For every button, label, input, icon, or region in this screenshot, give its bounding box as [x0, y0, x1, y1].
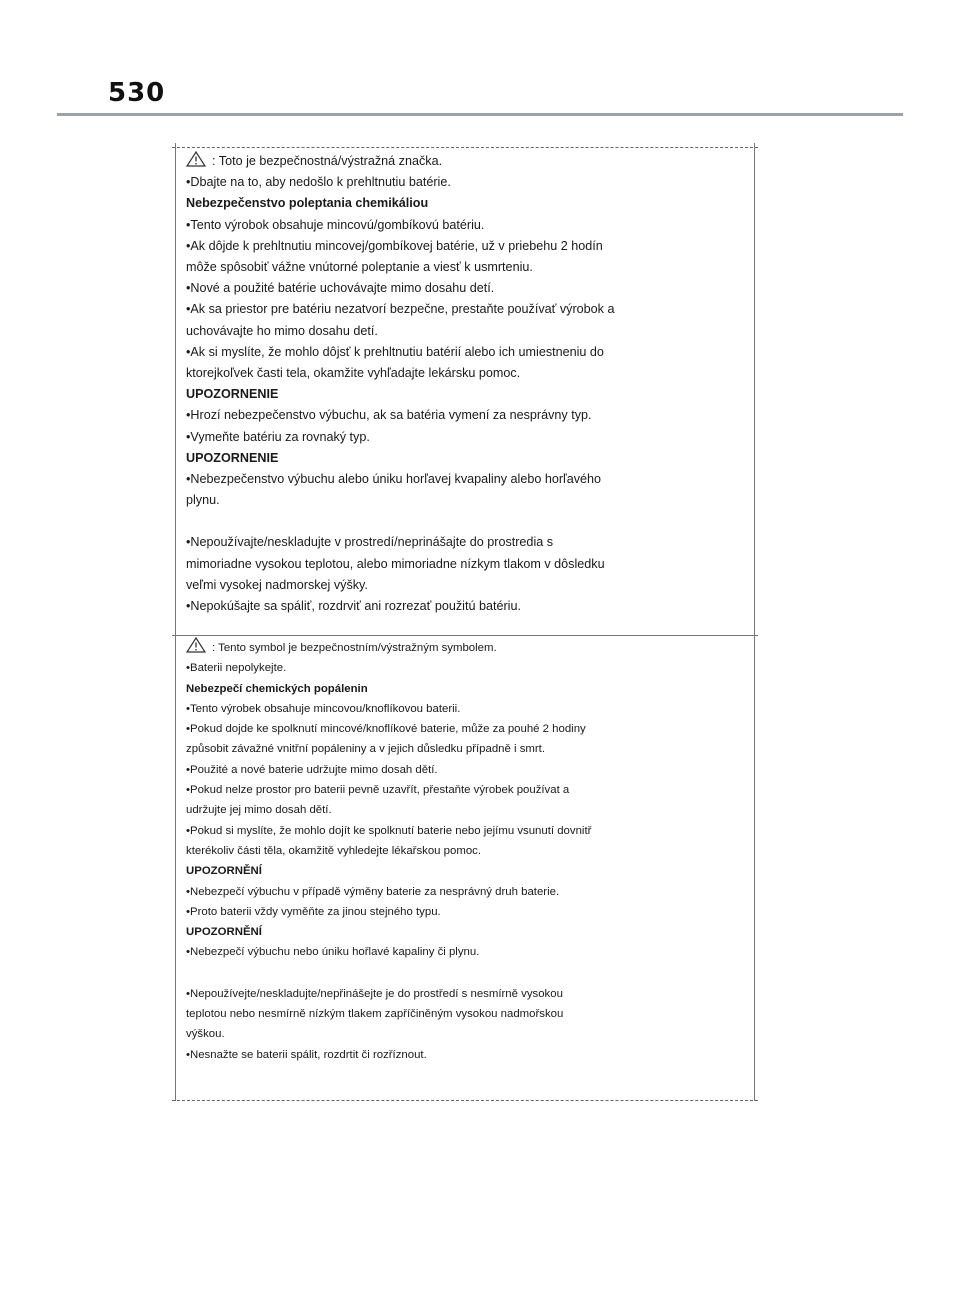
text-line: •Hrozí nebezpečenstvo výbuchu, ak sa batéria vymení za nesprávny typ. [186, 408, 592, 423]
section-heading: UPOZORNENIE [186, 387, 279, 402]
text-line: •Pokud dojde ke spolknutí mincové/knoflíkové baterie, může za pouhé 2 hodiny [186, 723, 586, 736]
text-line: •Nové a použité batérie uchovávajte mimo dosahu detí. [186, 281, 495, 296]
text-line: •Nepoužívajte/neskladujte v prostredí/neprinášajte do prostredia s [186, 535, 554, 550]
text-line: môže spôsobiť vážne vnútorné poleptanie a viesť k usmrteniu. [186, 260, 533, 275]
text-line: •Ak sa priestor pre batériu nezatvorí bezpečne, prestaňte používať výrobok a [186, 302, 615, 317]
box-bottom-border [172, 1100, 758, 1101]
text-line: mimoriadne vysokou teplotou, alebo mimoriadne nízkym tlakom v dôsledku [186, 556, 605, 571]
section-heading: Nebezpečenstvo poleptania chemikáliou [186, 196, 429, 211]
symbol-note-line [186, 637, 740, 658]
text-line: •Vymeňte batériu za rovnaký typ. [186, 429, 370, 444]
scanned-warning-box [175, 143, 755, 1101]
text-line: •Tento výrobek obsahuje mincovou/knoflíkovou baterii. [186, 702, 461, 715]
section-divider [172, 635, 758, 636]
section-heading: UPOZORNĚNÍ [186, 926, 262, 939]
text-line: •Nebezpečí výbuchu nebo úniku hořlavé kapaliny či plynu. [186, 946, 480, 959]
text-line: •Nesnažte se baterii spálit, rozdrtit či rozříznout. [186, 1048, 427, 1061]
text-line: •Ak dôjde k prehltnutiu mincovej/gombíkovej batérie, už v priebehu 2 hodín [186, 238, 603, 253]
czech-warning-section [186, 637, 740, 1065]
section-heading: Nebezpečí chemických popálenin [186, 682, 368, 695]
text-line: •Proto baterii vždy vyměňte za jinou stejného typu. [186, 905, 441, 918]
text-line: způsobit závažné vnitřní popáleniny a v jejich důsledku případně i smrt. [186, 743, 546, 756]
header-rule [57, 113, 903, 116]
text-line: •Nebezpečí výbuchu v případě výměny baterie za nesprávný druh baterie. [186, 885, 560, 898]
symbol-note-line [186, 151, 740, 172]
warning-triangle-icon [186, 151, 206, 167]
text-line: •Pokud si myslíte, že mohlo dojít ke spolknutí baterie nebo jejímu vsunutí dovnitř [186, 824, 592, 837]
symbol-note-text: : Tento symbol je bezpečnostním/výstražným symbolem. [212, 642, 497, 654]
text-line: udržujte jej mimo dosah dětí. [186, 804, 332, 817]
text-line: ktorejkoľvek časti tela, okamžite vyhľadajte lekársku pomoc. [186, 366, 521, 381]
text-line: •Nepoužívejte/neskladujte/nepřinášejte je do prostředí s nesmírně vysokou [186, 987, 563, 1000]
text-line: •Nepokúšajte sa spáliť, rozdrviť ani rozrezať použitú batériu. [186, 599, 521, 614]
text-line: výškou. [186, 1028, 225, 1041]
text-line: kterékoliv části těla, okamžitě vyhledejte lékařskou pomoc. [186, 844, 482, 857]
text-line: veľmi vysokej nadmorskej výšky. [186, 577, 368, 592]
text-line: uchovávajte ho mimo dosahu detí. [186, 323, 378, 338]
slovak-warning-section [186, 151, 740, 617]
page-number: 530 [108, 78, 166, 108]
blank-line [186, 963, 740, 984]
text-line: plynu. [186, 493, 220, 508]
blank-line [186, 511, 740, 532]
text-line: •Pokud nelze prostor pro baterii pevně uzavřít, přestaňte výrobek používat a [186, 784, 570, 797]
text-line: •Nebezpečenstvo výbuchu alebo úniku horľavej kvapaliny alebo horľavého [186, 472, 602, 487]
warning-triangle-icon [186, 637, 206, 653]
text-line: •Tento výrobok obsahuje mincovú/gombíkovú batériu. [186, 217, 485, 232]
text-line: teplotou nebo nesmírně nízkým tlakem zapříčiněným vysokou nadmořskou [186, 1008, 564, 1021]
text-line: •Baterii nepolykejte. [186, 662, 287, 675]
text-line: •Ak si myslíte, že mohlo dôjsť k prehltnutiu batérií alebo ich umiestneniu do [186, 344, 604, 359]
box-top-border [172, 147, 758, 148]
text-line: •Použité a nové baterie udržujte mimo dosah dětí. [186, 763, 438, 776]
text-line: •Dbajte na to, aby nedošlo k prehltnutiu batérie. [186, 175, 451, 190]
section-heading: UPOZORNĚNÍ [186, 865, 262, 878]
symbol-note-text: : Toto je bezpečnostná/výstražná značka. [212, 154, 443, 168]
section-heading: UPOZORNENIE [186, 450, 279, 465]
